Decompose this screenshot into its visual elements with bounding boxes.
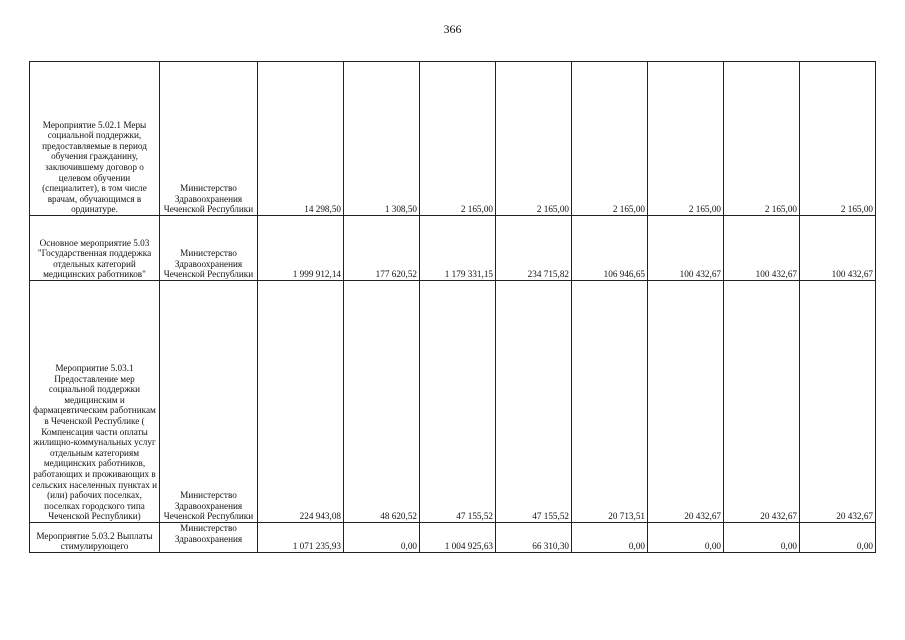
value-cell: 47 155,52 xyxy=(420,281,496,523)
value-cell: 100 432,67 xyxy=(648,216,724,281)
value-cell: 48 620,52 xyxy=(344,281,420,523)
value-cell: 1 071 235,93 xyxy=(258,523,344,553)
table-row xyxy=(30,281,876,523)
value-cell: 2 165,00 xyxy=(496,62,572,216)
value-cell: 14 298,50 xyxy=(258,62,344,216)
value-cell: 0,00 xyxy=(344,523,420,553)
value-cell: 100 432,67 xyxy=(800,216,876,281)
event-cell: Мероприятие 5.03.1 Предоставление мер социальной поддержки медицинским и фармацевтическим работникам в Чеченской Республике ( Компенсация части оплаты жилищно-коммунальных услуг отдельным категориям медицинских работников, работающих и проживающих в сельских населенных пунктах и (или) рабочих поселках, поселках городского типа Чеченской Республики) xyxy=(30,281,160,523)
table-row xyxy=(30,523,876,553)
value-cell: 20 713,51 xyxy=(572,281,648,523)
event-cell: Мероприятие 5.02.1 Меры социальной поддержки, предоставляемые в период обучения гражданину, заключившему договор о целевом обучении (специалитет), в том числе врачам, обучающимся в ординатуре. xyxy=(30,62,160,216)
value-cell: 2 165,00 xyxy=(572,62,648,216)
value-cell: 224 943,08 xyxy=(258,281,344,523)
executor-cell: Министерство Здравоохранения xyxy=(160,523,258,553)
budget-table xyxy=(29,61,876,553)
value-cell: 66 310,30 xyxy=(496,523,572,553)
executor-cell: Министерство Здравоохранения Чеченской Республики xyxy=(160,62,258,216)
value-cell: 2 165,00 xyxy=(648,62,724,216)
value-cell: 0,00 xyxy=(648,523,724,553)
value-cell: 0,00 xyxy=(800,523,876,553)
value-cell: 2 165,00 xyxy=(800,62,876,216)
value-cell: 1 999 912,14 xyxy=(258,216,344,281)
value-cell: 1 179 331,15 xyxy=(420,216,496,281)
value-cell: 47 155,52 xyxy=(496,281,572,523)
value-cell: 20 432,67 xyxy=(648,281,724,523)
executor-cell: Министерство Здравоохранения Чеченской Республики xyxy=(160,281,258,523)
value-cell: 100 432,67 xyxy=(724,216,800,281)
value-cell: 20 432,67 xyxy=(724,281,800,523)
value-cell: 0,00 xyxy=(572,523,648,553)
event-cell: Основное мероприятие 5.03 "Государственная поддержка отдельных категорий медицинских работников" xyxy=(30,216,160,281)
value-cell: 2 165,00 xyxy=(724,62,800,216)
value-cell: 234 715,82 xyxy=(496,216,572,281)
value-cell: 106 946,65 xyxy=(572,216,648,281)
table-row xyxy=(30,62,876,216)
page-number: 366 xyxy=(443,22,462,36)
event-cell: Мероприятие 5.03.2 Выплаты стимулирующего xyxy=(30,523,160,553)
executor-cell: Министерство Здравоохранения Чеченской Республики xyxy=(160,216,258,281)
value-cell: 1 308,50 xyxy=(344,62,420,216)
value-cell: 177 620,52 xyxy=(344,216,420,281)
value-cell: 1 004 925,63 xyxy=(420,523,496,553)
value-cell: 0,00 xyxy=(724,523,800,553)
table-row xyxy=(30,216,876,281)
value-cell: 2 165,00 xyxy=(420,62,496,216)
value-cell: 20 432,67 xyxy=(800,281,876,523)
